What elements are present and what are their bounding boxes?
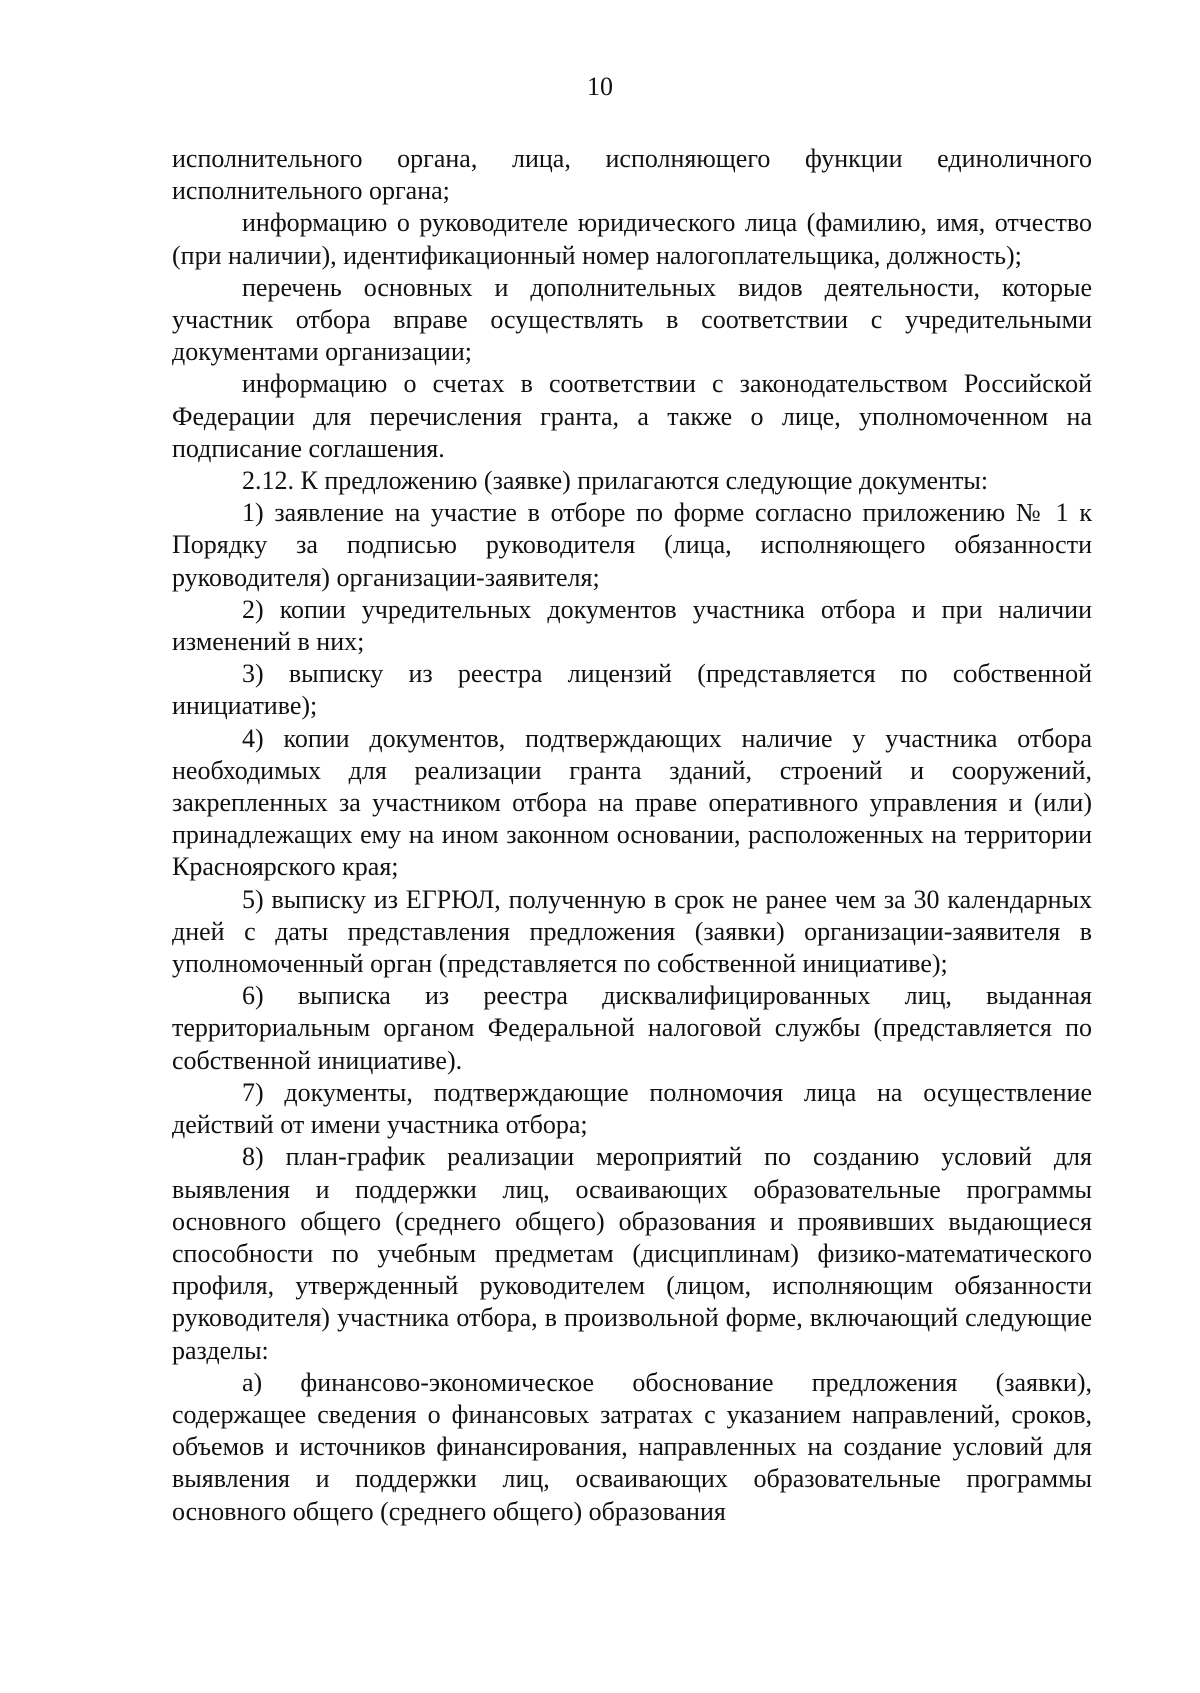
list-item: 3) выписку из реестра лицензий (представляется по собственной инициативе); <box>172 659 1092 721</box>
document-body <box>172 143 1092 1528</box>
sub-list-item: а) финансово-экономическое обоснование предложения (заявки), содержащее сведения о финансовых затратах с указанием направлений, сроков, объемов и источников финансирования, направленных на создание условий для выявления и поддержки лиц, осваивающих образовательные программы основного общего (среднего общего) образования <box>172 1367 1092 1526</box>
list-item: 2) копии учредительных документов участника отбора и при наличии изменений в них; <box>172 594 1092 657</box>
list-item: 6) выписка из реестра дисквалифицированных лиц, выданная территориальным органом Федеральной налоговой службы (представляется по собственной инициативе). <box>172 981 1092 1075</box>
list-item: 8) план-график реализации мероприятий по созданию условий для выявления и поддержки лиц, осваивающих образовательные программы основного общего (среднего общего) образования и проявивших выдающиеся способности по учебным предметам (дисциплинам) физико-математического профиля, утвержденный руководителем (лицом, исполняющим обязанности руководителя) участника отбора, в произвольной форме, включающий следующие разделы: <box>172 1142 1092 1365</box>
paragraph: информацию о руководителе юридического лица (фамилию, имя, отчество (при наличии), идентификационный номер налогоплательщика, должность); <box>172 208 1092 270</box>
paragraph: исполнительного органа, лица, исполняющего функции единоличного исполнительного органа; <box>172 144 1092 206</box>
list-item: 7) документы, подтверждающие полномочия лица на осуществление действий от имени участника отбора; <box>172 1077 1092 1140</box>
section-heading: 2.12. К предложению (заявке) прилагаются следующие документы: <box>242 466 989 496</box>
page-number: 10 <box>587 72 613 101</box>
list-item: 4) копии документов, подтверждающих наличие у участника отбора необходимых для реализации гранта зданий, строений и сооружений, закрепленных за участником отбора на праве оперативного управления и (или) принадлежащих ему на ином законном основании, расположенных на территории Красноярского края; <box>172 723 1092 882</box>
list-item: 5) выписку из ЕГРЮЛ, полученную в срок не ранее чем за 30 календарных дней с даты представления предложения (заявки) организации-заявителя в уполномоченный орган (представляется по собственной инициативе); <box>172 884 1092 979</box>
list-item: 1) заявление на участие в отборе по форме согласно приложению № 1 к Порядку за подписью руководителя (лица, исполняющего обязанности руководителя) организации-заявителя; <box>172 498 1092 592</box>
paragraph: перечень основных и дополнительных видов деятельности, которые участник отбора вправе осуществлять в соответствии с учредительными документами организации; <box>172 272 1092 367</box>
paragraph: информацию о счетах в соответствии с законодательством Российской Федерации для перечисления гранта, а также о лице, уполномоченном на подписание соглашения. <box>172 369 1092 463</box>
